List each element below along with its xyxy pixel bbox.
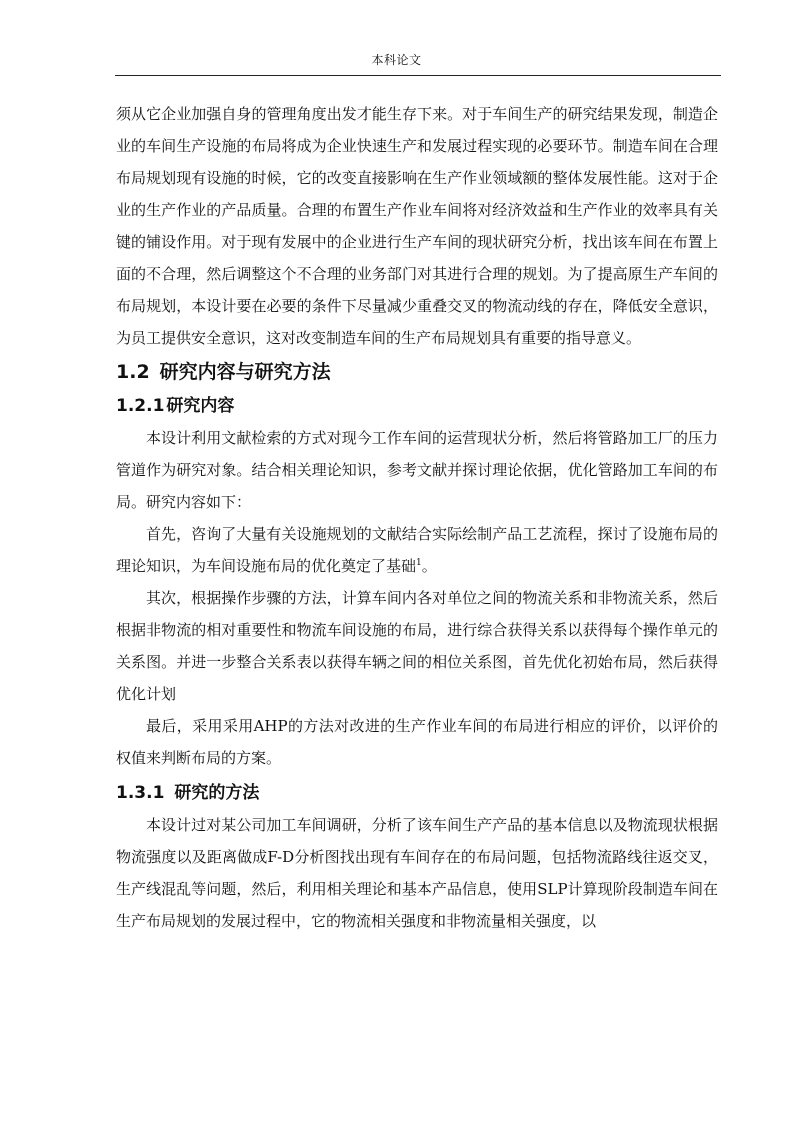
running-header: 本科论文 (371, 53, 422, 67)
body-paragraph: 须从它企业加强自身的管理角度出发才能生存下来。对于车间生产的研究结果发现，制造企业的车间生产设施的布局将成为企业快速生产和发展过程实现的必要环节。制造车间在合理布局规划现有设施的时候，它的改变直接影响在生产作业领域额的整体发展性能。这对于企业的生产作业的产品质量。合理的布置生产作业车间将对经济效益和生产作业的效率具有关键的铺设作用。对于现有发展中的企业进行生产车间的现状研究分析，找出该车间在布置上面的不合理，然后调整这个不合理的业务部门对其进行合理的规划。为了提高原生产车间的布局规划，本设计要在必要的条件下尽量减少重叠交叉的物流动线的存在，降低安全意识，为员工提供安全意识，这对改变制造车间的生产布局规划具有重要的指导意义。 (116, 105, 718, 347)
subsection-number: 1.3.1 (116, 783, 165, 803)
section-number: 1.2 (116, 361, 150, 383)
subsection-number: 1.2.1 (116, 396, 165, 416)
subsection-heading-1-2-1 (116, 393, 718, 419)
section-heading-1-2 (116, 359, 718, 385)
section-title: 研究内容与研究方法 (159, 361, 331, 383)
body-paragraph (116, 518, 718, 582)
body-paragraph: 本设计过对某公司加工车间调研，分析了该车间生产产品的基本信息以及物流现状根据物流强度以及距离做成F-D分析图找出现有车间存在的布局问题，包括物流路线往返交叉，生产线混乱等问题，然后，利用相关理论和基本产品信息，使用SLP计算现阶段制造车间在生产布局规划的发展过程中，它的物流相关强度和非物流量相关强度，以 (116, 816, 718, 930)
subsection-title: 研究的方法 (174, 783, 260, 803)
citation-marker: 1 (416, 558, 422, 568)
paragraph-text: 首先，咨询了大量有关设施规划的文献结合实际绘制产品工艺流程，探讨了设施布局的理论知识，为车间设施布局的优化奠定了基础 (116, 525, 718, 575)
subsection-title: 研究内容 (166, 396, 235, 416)
page-body (116, 98, 718, 937)
paragraph-end: 。 (421, 557, 437, 575)
body-paragraph: 最后，采用采用AHP的方法对改进的生产作业车间的布局进行相应的评价，以评价的权值来判断布局的方案。 (116, 717, 718, 767)
body-paragraph: 其次，根据操作步骤的方法，计算车间内各对单位之间的物流关系和非物流关系，然后根据非物流的相对重要性和物流车间设施的布局，进行综合获得关系以获得每个操作单元的关系图。并进一步整合关系表以获得车辆之间的相位关系图，首先优化初始布局，然后获得优化计划 (116, 589, 718, 703)
subsection-heading-1-3-1 (116, 780, 718, 806)
body-paragraph: 本设计利用文献检索的方式对现今工作车间的运营现状分析，然后将管路加工厂的压力管道作为研究对象。结合相关理论知识，参考文献并探讨理论依据，优化管路加工车间的布局。研究内容如下： (116, 429, 718, 511)
header-rule (115, 75, 721, 76)
